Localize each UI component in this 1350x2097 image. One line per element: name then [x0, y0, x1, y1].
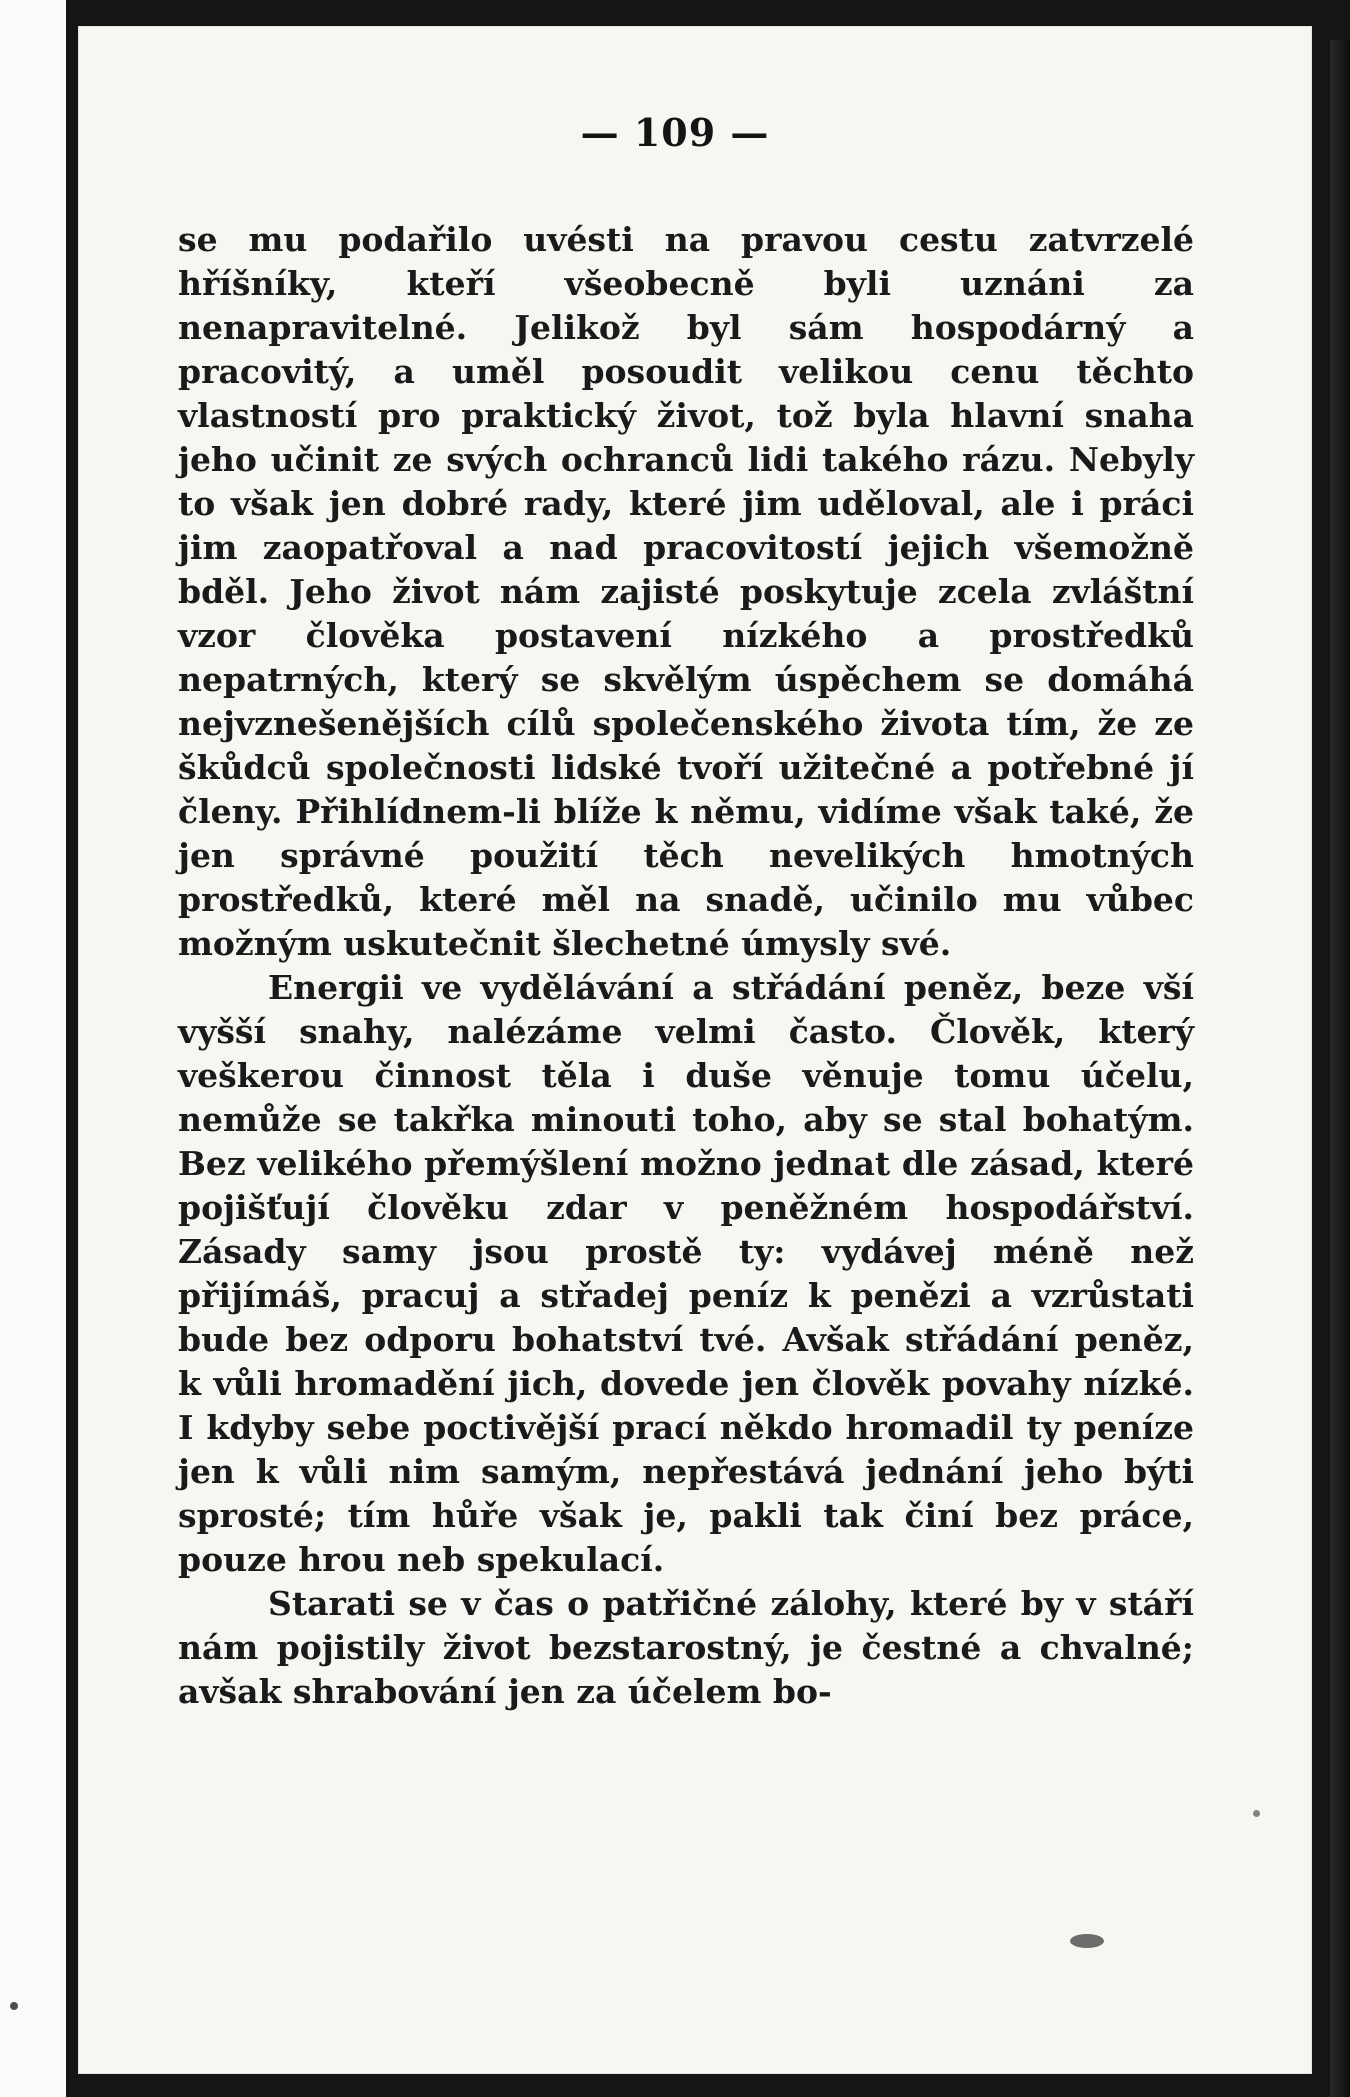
paragraph-2: Energii ve vydělávání a střádání peněz, beze vší vyšší snahy, nalézáme velmi často. Člověk, který veškerou činnost těla i duše věnuje tomu účelu, nemůže se takřka minouti toho, aby se stal bohatým. Bez velikého přemýšlení možno jednat dle zásad, které pojišťují člověku zdar v peněžném hospodářství. Zásady samy jsou prostě ty: vydávej méně než přijímáš, pracuj a střadej peníz k penězi a vzrůstati bude bez odporu bohatství tvé. Avšak střádání peněz, k vůli hromadění jich, dovede jen člověk povahy nízké. I kdyby sebe poctivější prací někdo hromadil ty peníze jen k vůli nim samým, nepřestává jednání jeho býti sprosté; tím hůře však je, pakli tak činí bez práce, pouze hrou neb spekulací.: [178, 968, 1194, 1579]
paragraph-1: se mu podařilo uvésti na pravou cestu zatvrzelé hříšníky, kteří všeobecně byli uznáni za nenapravitelné. Jelikož byl sám hospodárný a pracovitý, a uměl posoudit velikou cenu těchto vlastností pro praktický život, tož byla hlavní snaha jeho učinit ze svých ochranců lidi takého rázu. Nebyly to však jen dobré rady, které jim uděloval, ale i práci jim zaopatřoval a nad pracovitostí jejich všemožně bděl. Jeho život nám zajisté poskytuje zcela zvláštní vzor člověka postavení nízkého a prostředků nepatrných, který se skvělým úspěchem se domáhá nejvznešenějších cílů společenského života tím, že ze škůdců společnosti lidské tvoří užitečné a potřebné jí členy. Přihlídnem-li blíže k němu, vidíme však také, že jen správné použití těch nevelikých hmotných prostředků, které měl na snadě, učinilo mu vůbec možným uskutečnit šlechetné úmysly své.: [178, 220, 1194, 963]
left-margin-strip: [0, 0, 66, 2097]
paragraph-3: Starati se v čas o patřičné zálohy, které by v stáří nám pojistily život bezstarostný, je čestné a chvalné; avšak shrabování jen za účelem bo-: [178, 1584, 1194, 1711]
ink-speck: [10, 2002, 18, 2010]
ink-speck: [1253, 1810, 1260, 1817]
body-text: [178, 218, 1194, 1714]
page-number: — 109 —: [580, 110, 770, 155]
book-spine-edge: [1330, 40, 1350, 2097]
ink-speck: [1070, 1934, 1104, 1948]
